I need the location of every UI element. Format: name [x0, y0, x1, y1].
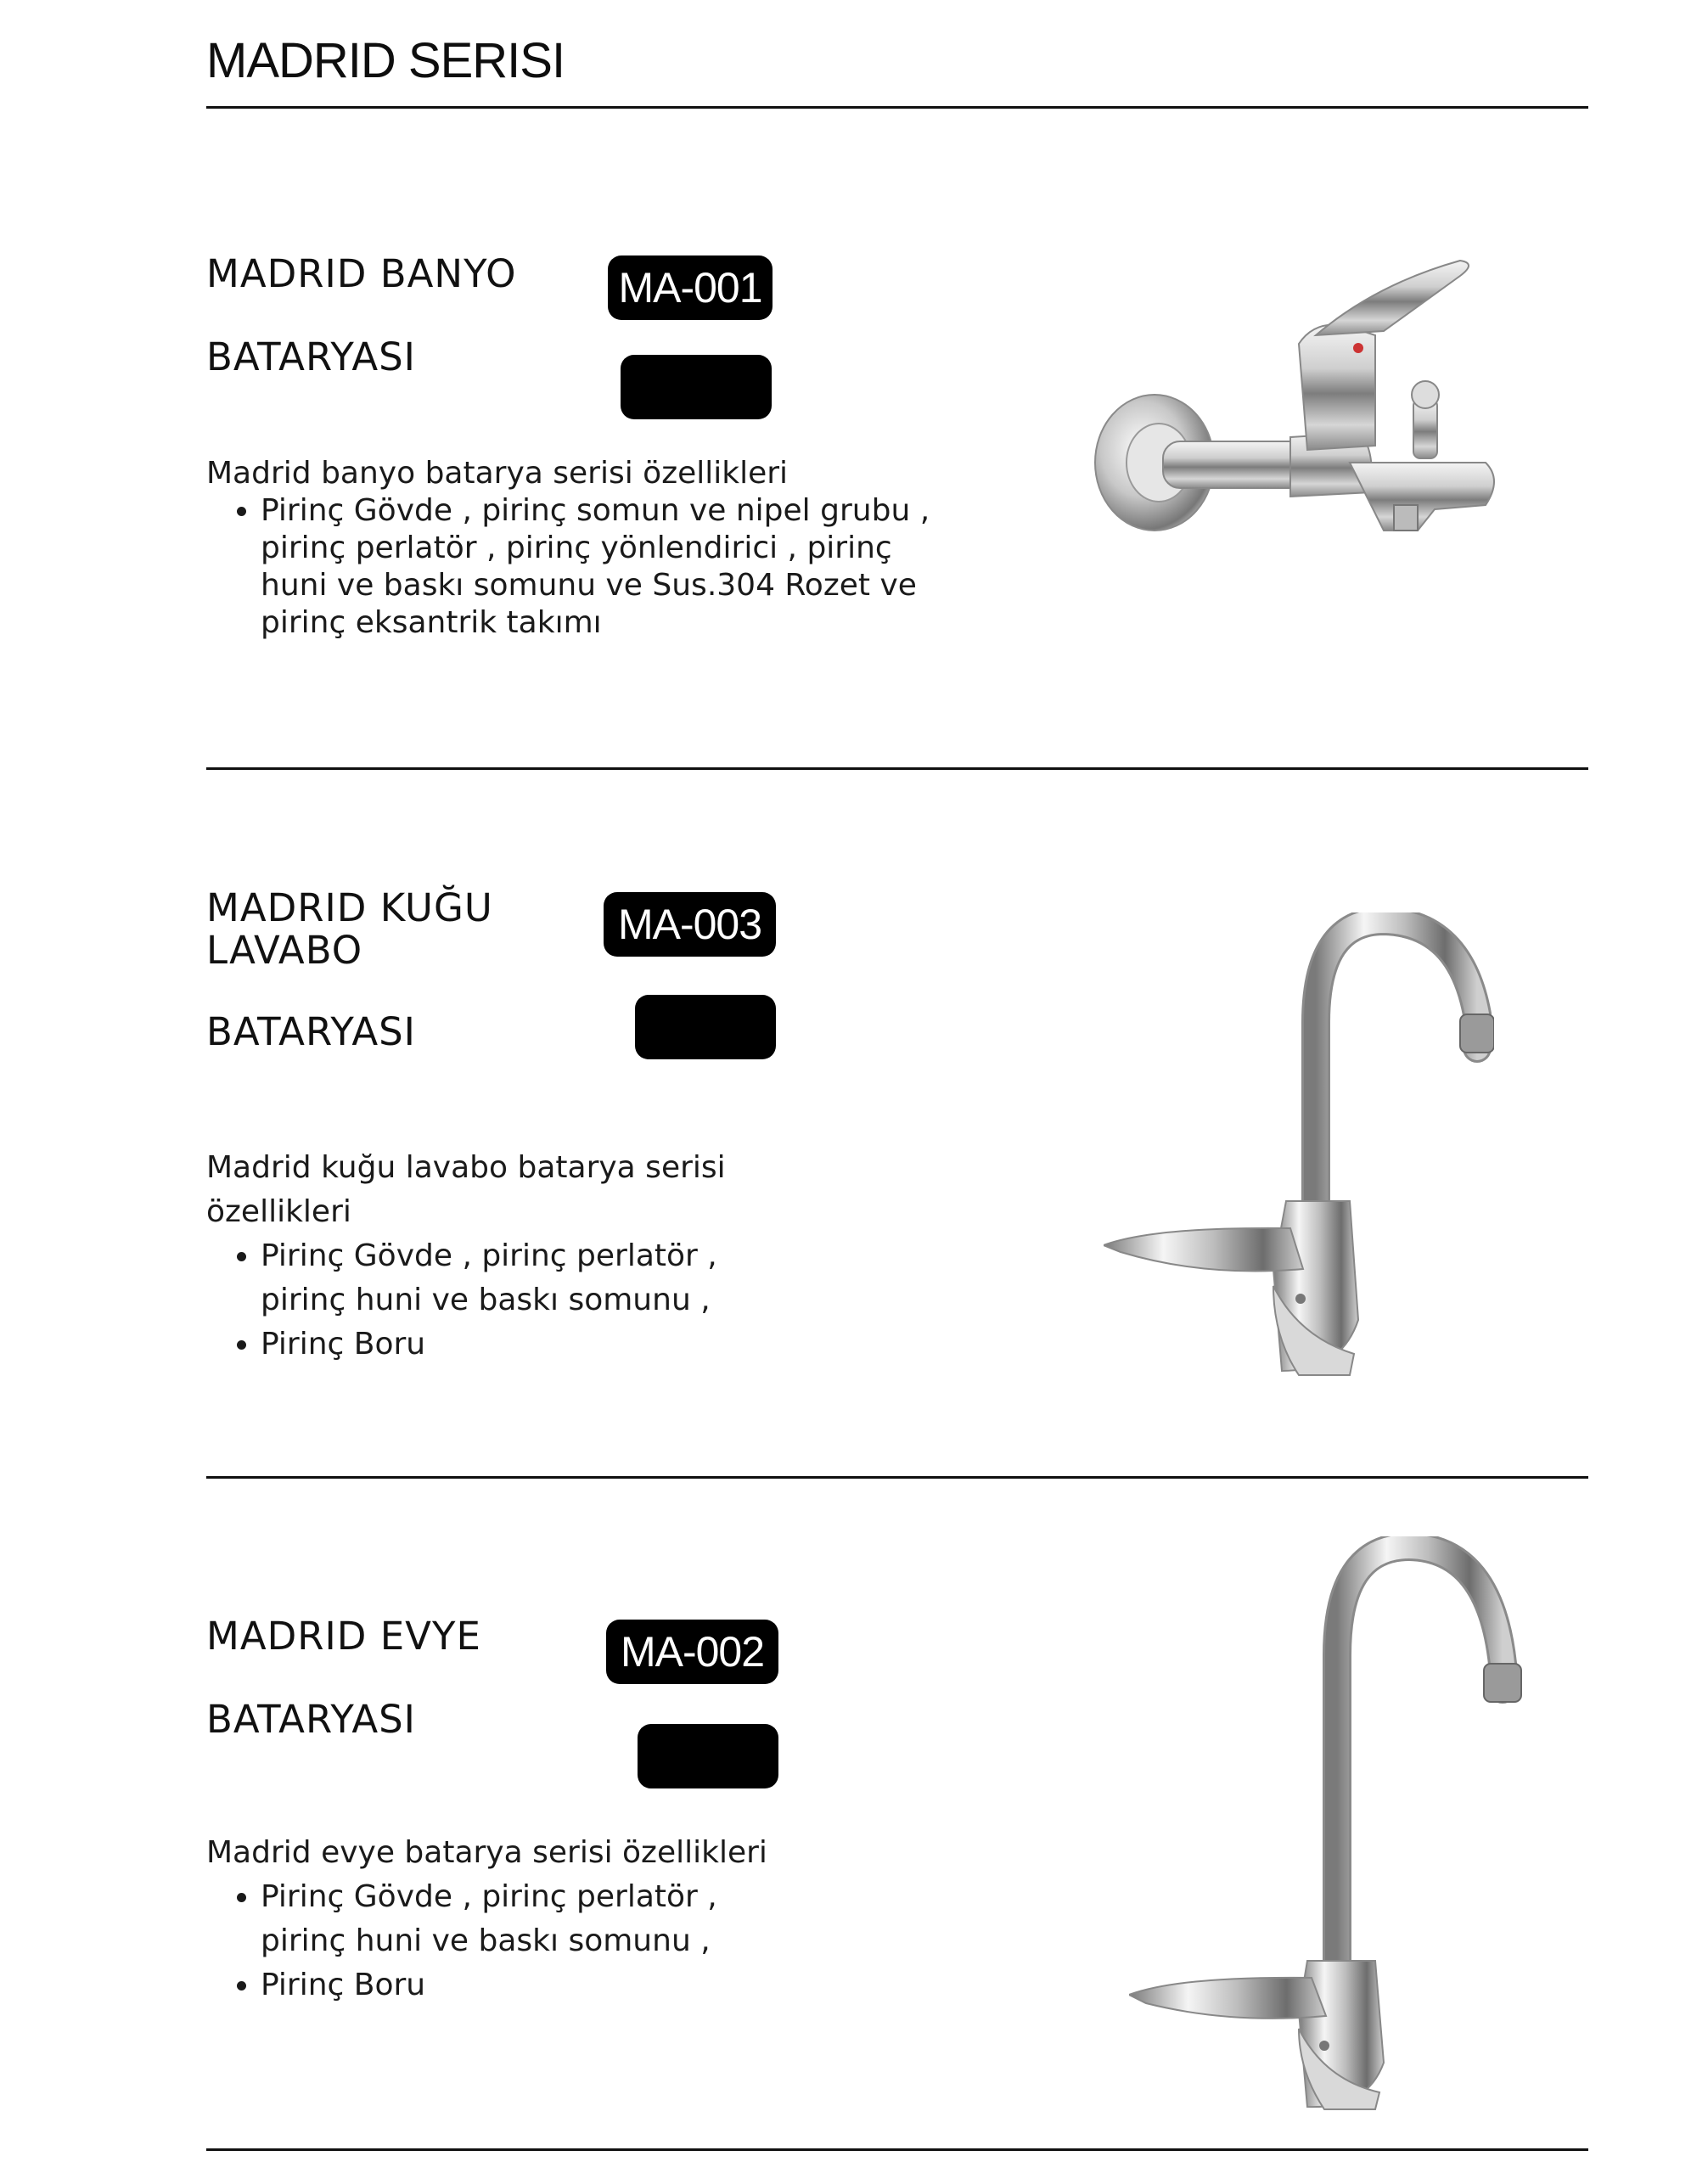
product-code-badge: MA-002 [606, 1620, 778, 1684]
section-divider [206, 2148, 1588, 2151]
blank-badge [621, 355, 772, 419]
product-code-badge: MA-003 [604, 892, 776, 957]
feature-item: • Pirinç Gövde , pirinç somun ve nipel grubu , pirinç perlatör , pirinç yönlendirici , pirinç huni ve baskı somunu ve Sus.304 Rozet ve pirinç eksantrik takımı [261, 492, 953, 642]
product-description [206, 1831, 784, 2007]
product-description [206, 455, 953, 642]
sink-faucet-image [1129, 1536, 1528, 2114]
feature-item: • Pirinç Gövde , pirinç perlatör , pirinç huni ve baskı somunu , [261, 1875, 784, 1963]
blank-badge [638, 1724, 778, 1788]
features-list [206, 1875, 784, 2007]
feature-item: • Pirinç Gövde , pirinç perlatör , pirinç huni ve baskı somunu , [261, 1234, 750, 1322]
product-name-part: MADRID KUĞU [206, 885, 493, 930]
product-name-line2: BATARYASI [206, 334, 416, 379]
features-title: Madrid banyo batarya serisi özellikleri [206, 456, 789, 491]
product-name-line1: MADRID EVYE [206, 1614, 481, 1659]
section-divider [206, 767, 1588, 770]
blank-badge [635, 995, 776, 1059]
product-name-line2: BATARYASI [206, 1009, 416, 1054]
product-name-line2: BATARYASI [206, 1697, 416, 1742]
product-name-line1 [206, 887, 493, 972]
product-name-part: LAVABO [206, 928, 363, 973]
features-list [206, 492, 953, 642]
header-divider [206, 106, 1588, 109]
product-description [206, 1146, 750, 1367]
section-divider [206, 1476, 1588, 1479]
product-name-line1: MADRID BANYO [206, 251, 517, 296]
bath-faucet-image [1078, 250, 1520, 547]
feature-item: • Pirinç Boru [261, 1322, 750, 1367]
features-title: Madrid kuğu lavabo batarya serisi özellikleri [206, 1150, 726, 1229]
features-title: Madrid evye batarya serisi özellikleri [206, 1835, 767, 1870]
swan-basin-faucet-image [1104, 912, 1494, 1388]
features-list [206, 1234, 750, 1367]
product-code-badge: MA-001 [608, 255, 773, 320]
page-title: MADRID SERISI [206, 33, 565, 88]
feature-item: • Pirinç Boru [261, 1963, 784, 2007]
